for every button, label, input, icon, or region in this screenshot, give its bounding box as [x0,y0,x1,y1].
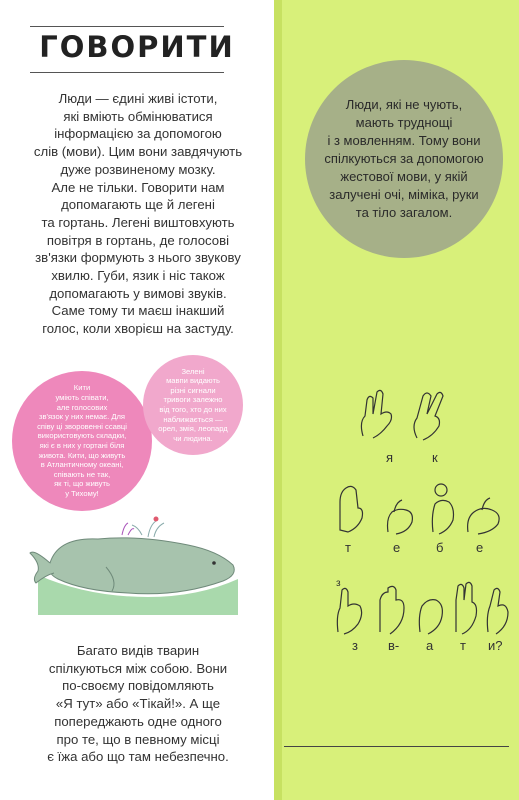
intro-line: Люди — єдині живі істоти, [58,91,218,106]
sign-letter: т [345,540,351,555]
animals-line: Багато видів тварин [76,643,200,658]
intro-line: слів (мови). Цим вони завдячують [33,144,243,160]
monkey-fact-line: тривоги залежно [163,395,223,405]
panel-edge [274,0,282,800]
sign-letter: в- [388,638,400,653]
hand-sign-icon [405,386,453,442]
intro-line: допомагають у вимові звуків. [49,285,227,301]
sign-language-line: і з мовленням. Тому вони [327,133,481,148]
whale-eye [212,561,216,565]
intro-line: Саме тому ти маєш інакший [51,303,225,319]
whale-fact-text [37,383,127,498]
intro-line: допомагають ще й легені [61,197,215,213]
monkey-fact-line: наближається — [163,414,223,424]
sign-letter: а [426,638,434,653]
bottom-rule [284,746,509,747]
whale-body [49,538,234,594]
sign-letter: т [460,638,466,653]
monkey-fact-line: від того, хто до них [159,405,227,414]
intro-line: які вміють обмінюватися [63,108,213,124]
intro-line: повітря в гортань, де голосові [46,232,230,248]
animals-line: спілкуються між собою. Вони [48,660,228,676]
whale-fact-line: Кити [73,383,91,393]
sign-letter: к [432,450,438,465]
hand-sign-icon [448,580,484,636]
hand-sign-icon [480,582,516,636]
bird-icon [154,517,159,522]
top-rule [30,26,224,27]
intro-line: голос, коли хворієш на застуду. [42,321,234,337]
whale-fact-line: співають не так, [53,469,111,479]
animals-line: по-своєму повідомляють [62,678,214,694]
whale-fact-line: які є в них у гортані біля [39,441,125,450]
hand-sign-icon [353,386,401,442]
monkey-fact-text [158,367,227,444]
page-title: ГОВОРИТИ [39,30,235,64]
sign-language-line: та тіло загалом. [355,205,453,220]
whale-fact-line: у Тихому! [65,488,99,498]
whale-fact-line: використовують складки, [37,431,127,441]
intro-line: хвилю. Губи, язик і ніс також [51,268,225,284]
intro-paragraph [20,90,256,338]
monkey-fact-line: різні сигнали [170,385,216,395]
hand-sign-icon [372,582,412,636]
title-rule [30,72,224,73]
whale-fact-line: зв'язок у них немає. Для [38,412,126,422]
whale-fact-line: уміють співати, [55,393,109,403]
sign-letter: з [352,638,358,653]
sign-letter: е [476,540,484,555]
sign-letter: и? [488,638,503,653]
animals-line: попереджають одне одного [54,713,222,729]
sign-letter: б [436,540,444,555]
whale-fact-line: як ті, що живуть [54,479,110,489]
whale-fact-line: співу ці зворовенні ссавці [37,421,127,431]
whale-tail [30,552,54,583]
hand-sign-icon [462,492,506,536]
intro-line: та гортань. Легені виштовхують [41,214,235,230]
sign-language-line: жестової мови, у якій [340,169,468,184]
animals-line: є їжа або що там небезпечно. [47,749,229,765]
hand-sign-icon [330,580,370,636]
sign-language-line: спілкуються за допомогою [324,151,484,166]
whale-fact-bubble [12,371,152,511]
hand-sign-icon [412,586,452,636]
sign-language-bubble [305,60,503,258]
whale-spout [132,521,164,537]
monkey-fact-line: чи людина. [173,433,213,443]
animals-line: «Я тут» або «Тікай!». А ще [55,696,221,712]
whale-fact-line: живота. Кити, що живуть [38,450,126,460]
sign-language-line: Люди, які не чують, [345,97,463,112]
intro-line: дуже розвиненому мозку. [60,161,216,177]
animals-line: про те, що в певному місці [56,731,220,747]
intro-line: Але не тільки. Говорити нам [51,179,225,195]
sign-language-line: мають труднощі [355,115,453,130]
intro-line: інформацією за допомогою [54,126,222,142]
sign-small-mark: з [336,578,341,589]
monkey-fact-line: орел, змія, леопард [158,424,228,434]
sign-letter: я [386,450,394,465]
whale-fact-line: в Атлантичному океані, [40,460,124,470]
sign-language-text [324,96,483,222]
monkey-fact-bubble [143,355,243,455]
monkey-fact-line: мавпи видають [166,376,220,386]
sign-language-line: залучені очі, міміка, руки [329,187,479,202]
intro-line: зв'язки формують з нього звукову [35,250,241,266]
sign-letter: е [393,540,401,555]
monkey-fact-line: Зелені [181,366,205,376]
hand-sign-icon [425,480,461,536]
whale-illustration [28,505,253,615]
hand-sign-icon [330,478,370,534]
hand-sign-icon [380,488,420,536]
animals-paragraph [20,642,256,766]
whale-fact-line: але голосових [56,402,108,412]
